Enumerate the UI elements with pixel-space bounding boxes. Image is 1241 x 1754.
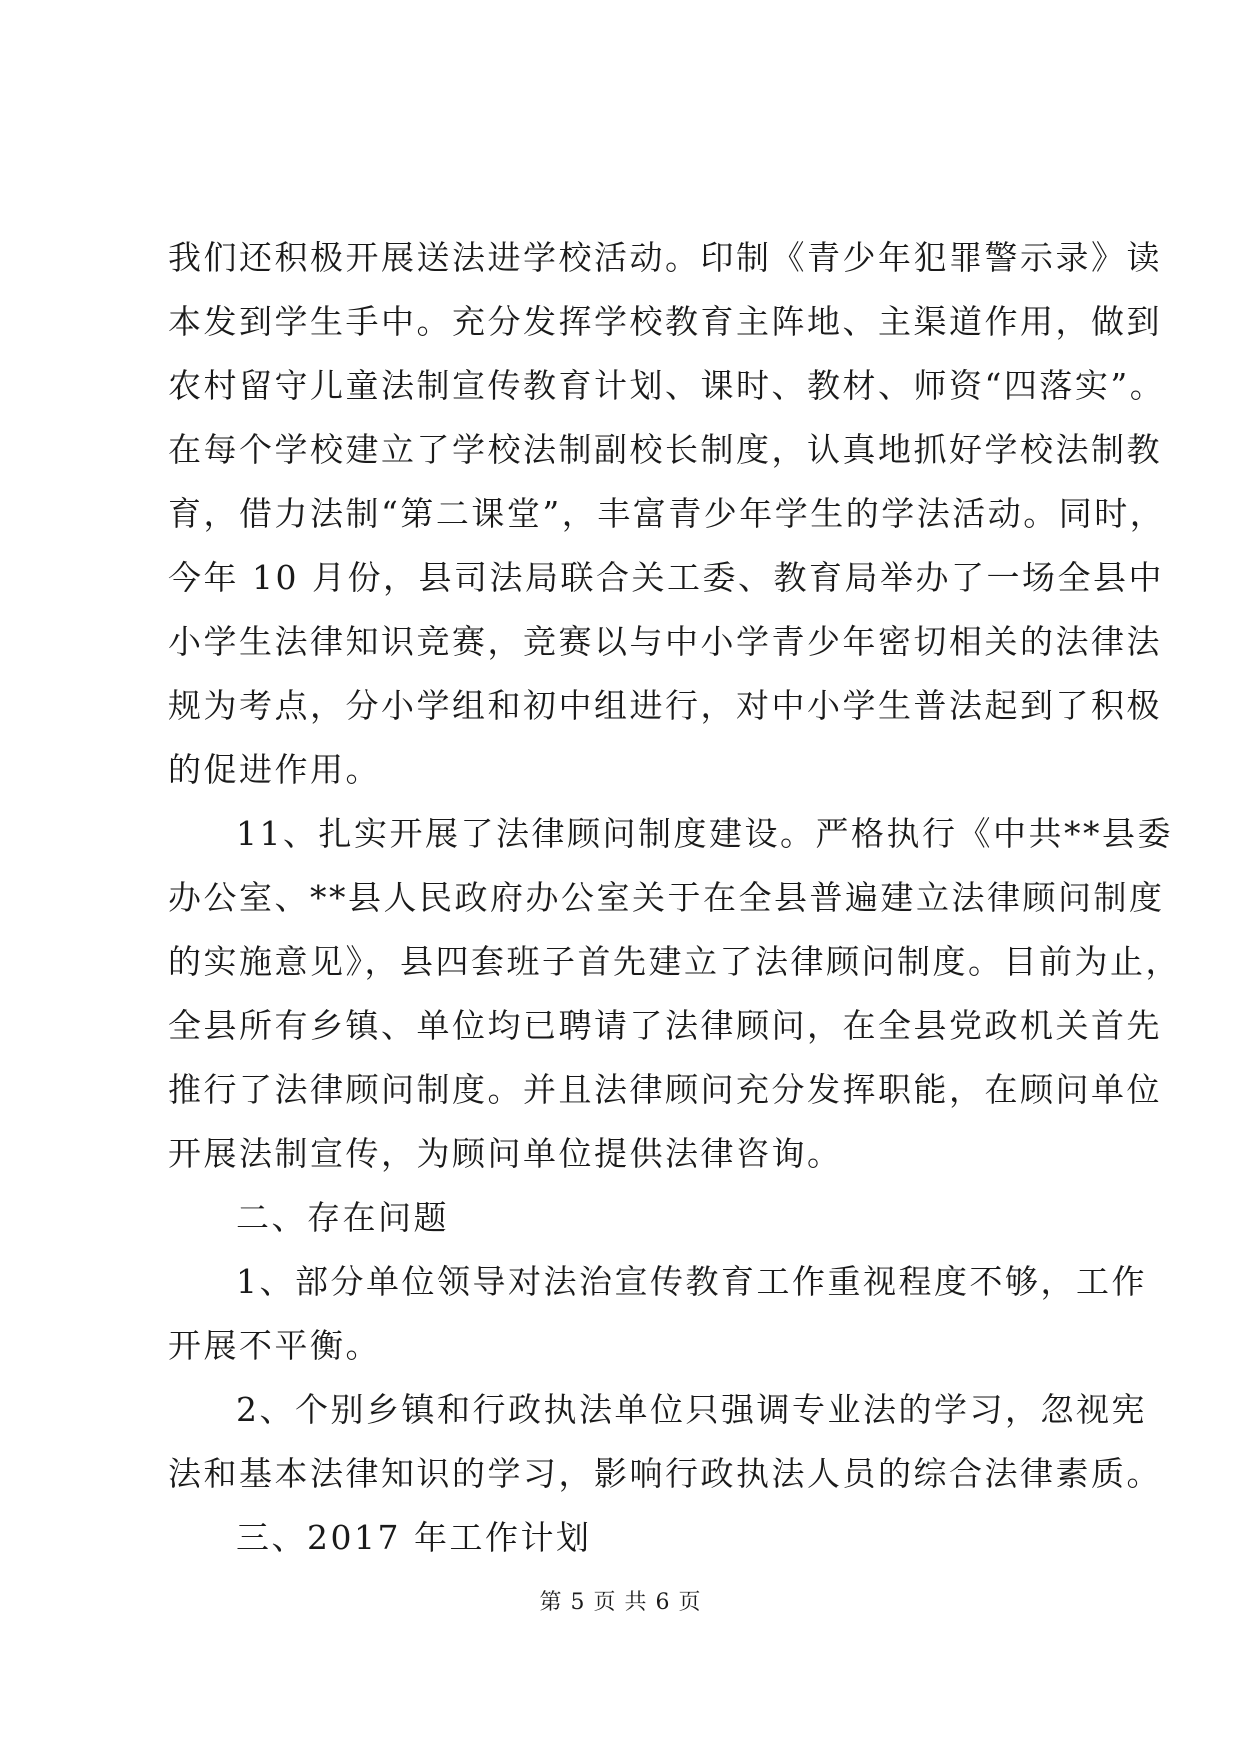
text-line: 法和基本法律知识的学习，影响行政执法人员的综合法律素质。: [168, 1454, 1162, 1493]
body-text: [168, 226, 1181, 1570]
text-line: 开展不平衡。: [168, 1326, 381, 1365]
text-line: 的实施意见》，县四套班子首先建立了法律顾问制度。目前为止，: [168, 942, 1181, 981]
text-line: 今年 10 月份，县司法局联合关工委、教育局举办了一场全县中: [168, 558, 1164, 597]
text-line: 开展法制宣传，为顾问单位提供法律咨询。: [168, 1134, 843, 1173]
page-number-label: 第 5 页 共 6 页: [539, 1590, 702, 1615]
text-line: 在每个学校建立了学校法制副校长制度，认真地抓好学校法制教: [168, 430, 1162, 469]
text-line: 1、部分单位领导对法治宣传教育工作重视程度不够，工作: [236, 1262, 1147, 1301]
text-line: 育，借力法制“第二课堂”，丰富青少年学生的学法活动。同时，: [168, 494, 1166, 533]
text-line: 农村留守儿童法制宣传教育计划、课时、教材、师资“四落实”。: [168, 366, 1166, 405]
text-line: 2、个别乡镇和行政执法单位只强调专业法的学习，忽视宪: [236, 1390, 1147, 1429]
text-line: 小学生法律知识竞赛，竞赛以与中小学青少年密切相关的法律法: [168, 622, 1162, 661]
text-line: 办公室、**县人民政府办公室关于在全县普遍建立法律顾问制度: [168, 878, 1165, 917]
text-line: 推行了法律顾问制度。并且法律顾问充分发挥职能，在顾问单位: [168, 1070, 1162, 1109]
section-heading: 二、存在问题: [236, 1198, 449, 1237]
text-line: 我们还积极开展送法进学校活动。印制《青少年犯罪警示录》读: [168, 238, 1162, 277]
section-heading: 三、2017 年工作计划: [236, 1518, 592, 1557]
text-line: 规为考点，分小学组和初中组进行，对中小学生普法起到了积极: [168, 686, 1162, 725]
text-line: 的促进作用。: [168, 750, 381, 789]
text-line: 本发到学生手中。充分发挥学校教育主阵地、主渠道作用，做到: [168, 302, 1162, 341]
text-line: 11、扎实开展了法律顾问制度建设。严格执行《中共**县委: [236, 814, 1173, 853]
text-line: 全县所有乡镇、单位均已聘请了法律顾问，在全县党政机关首先: [168, 1006, 1162, 1045]
page-footer: [0, 1588, 1241, 1618]
